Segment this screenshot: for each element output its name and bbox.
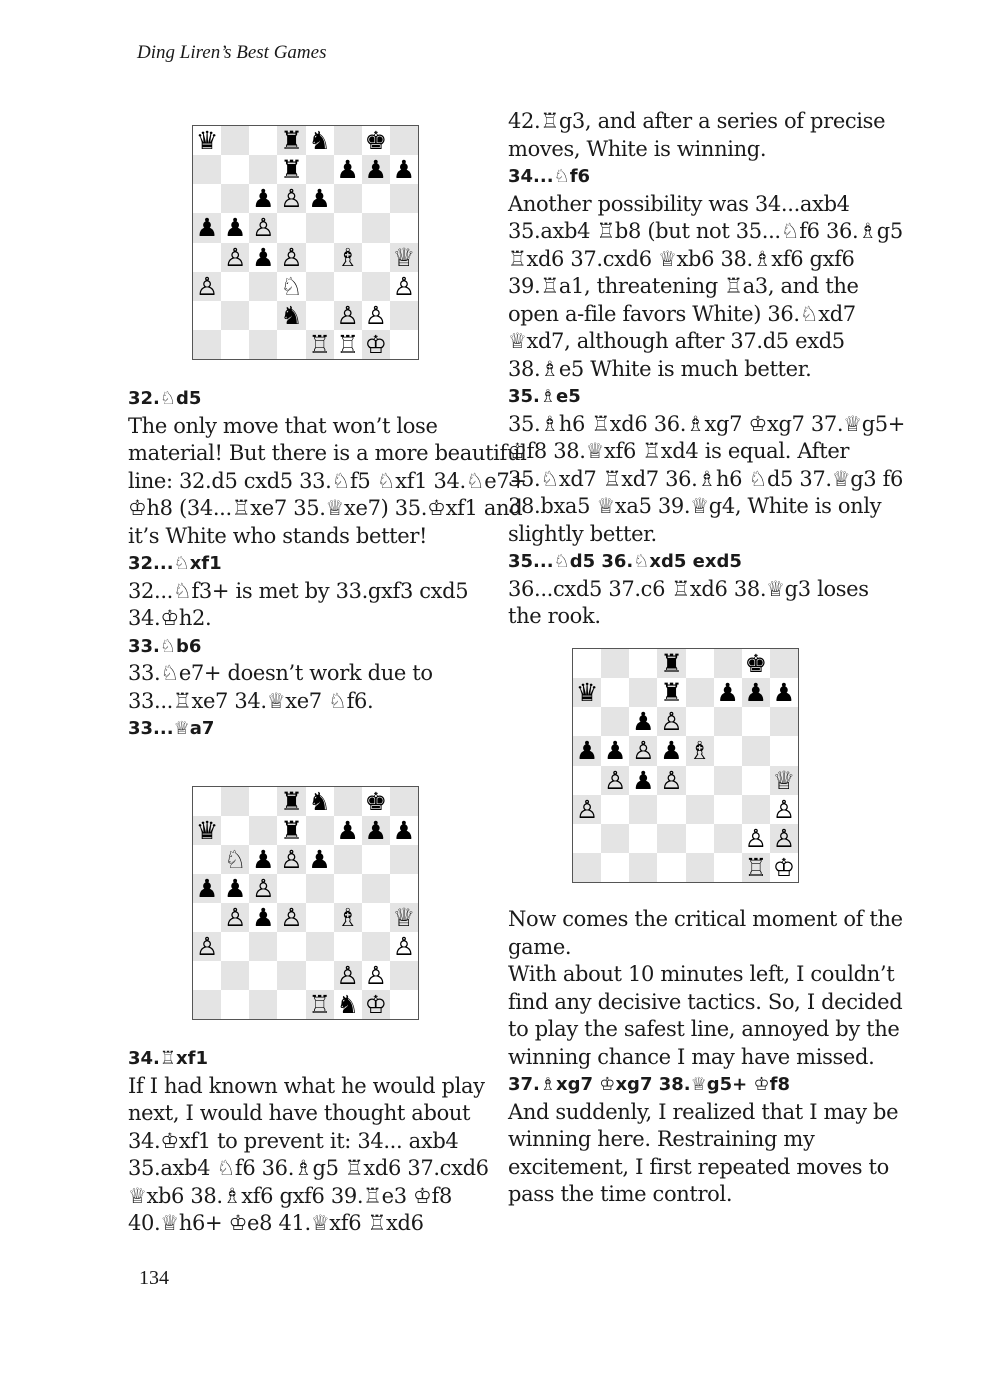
black-pawn-icon: ♟ (306, 845, 334, 874)
board-square (306, 155, 334, 184)
board-square (221, 155, 249, 184)
board-square (249, 272, 277, 301)
commentary-text: With about 10 minutes left, I couldn’t find any decisive tactics. So, I decided to play the safest line, annoyed by the winning chance I may have missed. (508, 962, 903, 1069)
board-square (742, 795, 770, 824)
board-square (334, 126, 362, 155)
board-square (657, 795, 685, 824)
black-pawn-icon: ♟ (573, 736, 601, 765)
board-square (306, 272, 334, 301)
board-square (390, 126, 418, 155)
board-square (334, 874, 362, 903)
black-pawn-icon: ♟ (390, 155, 418, 184)
black-queen-icon: ♛ (193, 816, 221, 845)
black-pawn-icon: ♟ (249, 184, 277, 213)
black-knight-icon: ♞ (277, 301, 305, 330)
board-square (629, 649, 657, 678)
move-heading: 34.♖xf1 (128, 1048, 208, 1069)
white-queen-icon: ♕ (770, 766, 798, 795)
board-square (306, 243, 334, 272)
board-square (362, 874, 390, 903)
board-square (221, 932, 249, 961)
board-square (221, 184, 249, 213)
black-pawn-icon: ♟ (221, 213, 249, 242)
white-pawn-icon: ♙ (277, 845, 305, 874)
board-square (221, 126, 249, 155)
board-square (390, 845, 418, 874)
white-rook-icon: ♖ (306, 330, 334, 359)
white-rook-icon: ♖ (742, 853, 770, 882)
white-pawn-icon: ♙ (770, 824, 798, 853)
board-square (714, 707, 742, 736)
board-square (390, 184, 418, 213)
board-square (770, 649, 798, 678)
black-rook-icon: ♜ (277, 816, 305, 845)
commentary-text: Now comes the critical moment of the game. (508, 907, 903, 959)
board-square (657, 824, 685, 853)
board-square (686, 707, 714, 736)
black-queen-icon: ♛ (193, 126, 221, 155)
white-bishop-icon: ♗ (686, 736, 714, 765)
board-square (573, 649, 601, 678)
board-square (629, 795, 657, 824)
black-pawn-icon: ♟ (629, 707, 657, 736)
board-square (601, 707, 629, 736)
commentary-text: Another possibility was 34...axb4 35.axb4 ♖b8 (but not 35...♘f6 36.♗g5 ♖xd6 37.cxd6 ♕xb6 38.♗xf6 gxf6 39.♖a1, threatening ♖a3, and the open a-file favors White) 36.♘xd7 ♕xd7, although after 37.d5 exd5 38.♗e5 White is much better. (508, 191, 903, 381)
board-square (306, 213, 334, 242)
board-square (193, 961, 221, 990)
board-square (390, 787, 418, 816)
black-king-icon: ♚ (362, 787, 390, 816)
board-square (362, 213, 390, 242)
board-square (686, 766, 714, 795)
board-square (362, 243, 390, 272)
chess-diagram (192, 786, 419, 1020)
left-column-lower (128, 1045, 528, 1238)
board-square (306, 903, 334, 932)
board-square (390, 874, 418, 903)
board-square (362, 932, 390, 961)
right-column (508, 108, 908, 631)
board-square (193, 787, 221, 816)
white-pawn-icon: ♙ (221, 243, 249, 272)
white-pawn-icon: ♙ (277, 903, 305, 932)
black-pawn-icon: ♟ (629, 766, 657, 795)
black-rook-icon: ♜ (657, 649, 685, 678)
black-king-icon: ♚ (362, 126, 390, 155)
board-square (334, 845, 362, 874)
board-square (714, 766, 742, 795)
white-queen-icon: ♕ (390, 243, 418, 272)
board-square (742, 766, 770, 795)
board-square (277, 874, 305, 903)
board-square (306, 816, 334, 845)
black-pawn-icon: ♟ (193, 213, 221, 242)
black-pawn-icon: ♟ (362, 155, 390, 184)
white-pawn-icon: ♙ (629, 736, 657, 765)
black-pawn-icon: ♟ (334, 155, 362, 184)
board-square (334, 932, 362, 961)
commentary-text: And suddenly, I realized that I may be winning here. Restraining my excitement, I first repeated moves to pass the time control. (508, 1099, 899, 1206)
board-square (686, 649, 714, 678)
move-heading: 35...♘d5 36.♘xd5 exd5 (508, 551, 742, 572)
black-pawn-icon: ♟ (221, 874, 249, 903)
board-square (390, 301, 418, 330)
board-square (306, 301, 334, 330)
white-pawn-icon: ♙ (601, 766, 629, 795)
commentary-text: 42.♖g3, and after a series of precise moves, White is winning. (508, 109, 886, 161)
black-rook-icon: ♜ (277, 787, 305, 816)
board-square (221, 301, 249, 330)
board-square (742, 707, 770, 736)
black-pawn-icon: ♟ (657, 736, 685, 765)
board-square (193, 845, 221, 874)
board-square (573, 853, 601, 882)
board-square (714, 795, 742, 824)
white-pawn-icon: ♙ (277, 184, 305, 213)
board-square (334, 213, 362, 242)
chess-diagram (192, 125, 419, 360)
white-pawn-icon: ♙ (742, 824, 770, 853)
black-pawn-icon: ♟ (601, 736, 629, 765)
board-square (249, 330, 277, 359)
commentary-text: The only move that won’t lose material! But there is a more beautiful line: 32.d5 cxd5 33.♘f5 ♘xf1 34.♘e7+ ♔h8 (34...♖xe7 35.♕xe7) 35.♔xf1 and it’s White who stands better! (128, 413, 527, 548)
board-square (714, 824, 742, 853)
white-pawn-icon: ♙ (221, 903, 249, 932)
board-square (306, 874, 334, 903)
board-square (601, 678, 629, 707)
right-column-lower (508, 906, 908, 1209)
board-square (601, 649, 629, 678)
white-king-icon: ♔ (770, 853, 798, 882)
move-heading: 33.♘b6 (128, 635, 202, 657)
move-heading: 32.♘d5 (128, 388, 202, 409)
board-square (686, 678, 714, 707)
board-square (629, 824, 657, 853)
board-square (334, 184, 362, 213)
black-rook-icon: ♜ (657, 678, 685, 707)
board-square (221, 990, 249, 1019)
white-pawn-icon: ♙ (362, 301, 390, 330)
commentary-text: 32...♘f3+ is met by 33.gxf3 cxd5 34.♔h2. (128, 578, 469, 630)
black-knight-icon: ♞ (334, 990, 362, 1019)
chess-diagram (572, 648, 799, 883)
black-knight-icon: ♞ (306, 126, 334, 155)
board-square (657, 853, 685, 882)
black-pawn-icon: ♟ (334, 816, 362, 845)
board-square (714, 649, 742, 678)
board-square (277, 990, 305, 1019)
board-square (362, 903, 390, 932)
black-knight-icon: ♞ (306, 787, 334, 816)
board-square (573, 707, 601, 736)
board-square (193, 184, 221, 213)
board-square (193, 903, 221, 932)
black-king-icon: ♚ (742, 649, 770, 678)
left-column (128, 385, 528, 743)
board-square (306, 961, 334, 990)
board-square (390, 990, 418, 1019)
white-pawn-icon: ♙ (657, 707, 685, 736)
board-square (629, 678, 657, 707)
white-pawn-icon: ♙ (362, 961, 390, 990)
board-square (362, 272, 390, 301)
board-square (249, 155, 277, 184)
black-pawn-icon: ♟ (362, 816, 390, 845)
white-rook-icon: ♖ (334, 330, 362, 359)
board-square (249, 787, 277, 816)
board-square (714, 853, 742, 882)
board-square (277, 213, 305, 242)
white-pawn-icon: ♙ (390, 932, 418, 961)
black-pawn-icon: ♟ (249, 243, 277, 272)
board-square (193, 301, 221, 330)
black-pawn-icon: ♟ (714, 678, 742, 707)
board-square (221, 961, 249, 990)
board-square (362, 184, 390, 213)
board-square (306, 932, 334, 961)
board-square (601, 853, 629, 882)
black-pawn-icon: ♟ (249, 845, 277, 874)
board-square (277, 330, 305, 359)
white-bishop-icon: ♗ (334, 243, 362, 272)
board-square (193, 243, 221, 272)
move-heading: 32...♘xf1 (128, 553, 222, 574)
board-square (573, 824, 601, 853)
white-pawn-icon: ♙ (193, 272, 221, 301)
black-pawn-icon: ♟ (249, 903, 277, 932)
board-square (742, 736, 770, 765)
board-square (362, 845, 390, 874)
move-heading: 35.♗e5 (508, 386, 581, 407)
move-heading: 37.♗xg7 ♔xg7 38.♕g5+ ♔f8 (508, 1074, 791, 1095)
board-square (390, 213, 418, 242)
white-pawn-icon: ♙ (249, 874, 277, 903)
board-square (334, 272, 362, 301)
board-square (770, 736, 798, 765)
black-pawn-icon: ♟ (306, 184, 334, 213)
board-square (770, 707, 798, 736)
commentary-text: 36...cxd5 37.c6 ♖xd6 38.♕g3 loses the rook. (508, 576, 869, 628)
commentary-text: If I had known what he would play next, I would have thought about 34.♔xf1 to prevent it: 34... axb4 35.axb4 ♘f6 36.♗g5 ♖xd6 37.cxd6 ♕xb6 38.♗xf6 gxf6 39.♖e3 ♔f8 40.♕h6+ ♔e8 41.♕xf6 ♖xd6 (128, 1073, 489, 1235)
white-king-icon: ♔ (362, 330, 390, 359)
white-pawn-icon: ♙ (249, 213, 277, 242)
board-square (249, 126, 277, 155)
white-bishop-icon: ♗ (334, 903, 362, 932)
white-pawn-icon: ♙ (573, 795, 601, 824)
board-square (221, 816, 249, 845)
board-square (390, 961, 418, 990)
white-knight-icon: ♘ (277, 272, 305, 301)
running-header: Ding Liren’s Best Games (137, 42, 327, 63)
board-square (629, 853, 657, 882)
board-square (334, 787, 362, 816)
board-square (193, 330, 221, 359)
board-square (193, 990, 221, 1019)
board-square (390, 330, 418, 359)
move-heading: 34...♘f6 (508, 166, 591, 187)
white-rook-icon: ♖ (306, 990, 334, 1019)
black-rook-icon: ♜ (277, 155, 305, 184)
board-square (249, 990, 277, 1019)
board-square (277, 932, 305, 961)
white-pawn-icon: ♙ (193, 932, 221, 961)
move-heading: 33...♕a7 (128, 718, 215, 739)
white-knight-icon: ♘ (221, 845, 249, 874)
board-square (249, 932, 277, 961)
white-king-icon: ♔ (362, 990, 390, 1019)
white-pawn-icon: ♙ (390, 272, 418, 301)
board-square (249, 961, 277, 990)
board-square (221, 787, 249, 816)
black-pawn-icon: ♟ (742, 678, 770, 707)
board-square (601, 795, 629, 824)
commentary-text: 35.♗h6 ♖xd6 36.♗xg7 ♔xg7 37.♕g5+ ♔f8 38.♕xf6 ♖xd4 is equal. After 35.♘xd7 ♖xd7 36.♗h6 ♘d5 37.♕g3 f6 38.bxa5 ♕xa5 39.♕g4, White is only slightly better. (508, 411, 906, 546)
black-pawn-icon: ♟ (770, 678, 798, 707)
white-pawn-icon: ♙ (657, 766, 685, 795)
white-pawn-icon: ♙ (334, 301, 362, 330)
board-square (249, 816, 277, 845)
board-square (601, 824, 629, 853)
black-rook-icon: ♜ (277, 126, 305, 155)
board-square (221, 272, 249, 301)
black-queen-icon: ♛ (573, 678, 601, 707)
board-square (249, 301, 277, 330)
white-pawn-icon: ♙ (334, 961, 362, 990)
board-square (714, 736, 742, 765)
white-pawn-icon: ♙ (277, 243, 305, 272)
board-square (573, 766, 601, 795)
board-square (221, 330, 249, 359)
board-square (193, 155, 221, 184)
commentary-text: 33.♘e7+ doesn’t work due to 33...♖xe7 34.♕xe7 ♘f6. (128, 661, 433, 713)
board-square (277, 961, 305, 990)
board-square (686, 795, 714, 824)
white-queen-icon: ♕ (390, 903, 418, 932)
white-pawn-icon: ♙ (770, 795, 798, 824)
board-square (686, 824, 714, 853)
page-number: 134 (139, 1267, 169, 1289)
black-pawn-icon: ♟ (390, 816, 418, 845)
black-pawn-icon: ♟ (193, 874, 221, 903)
board-square (686, 853, 714, 882)
